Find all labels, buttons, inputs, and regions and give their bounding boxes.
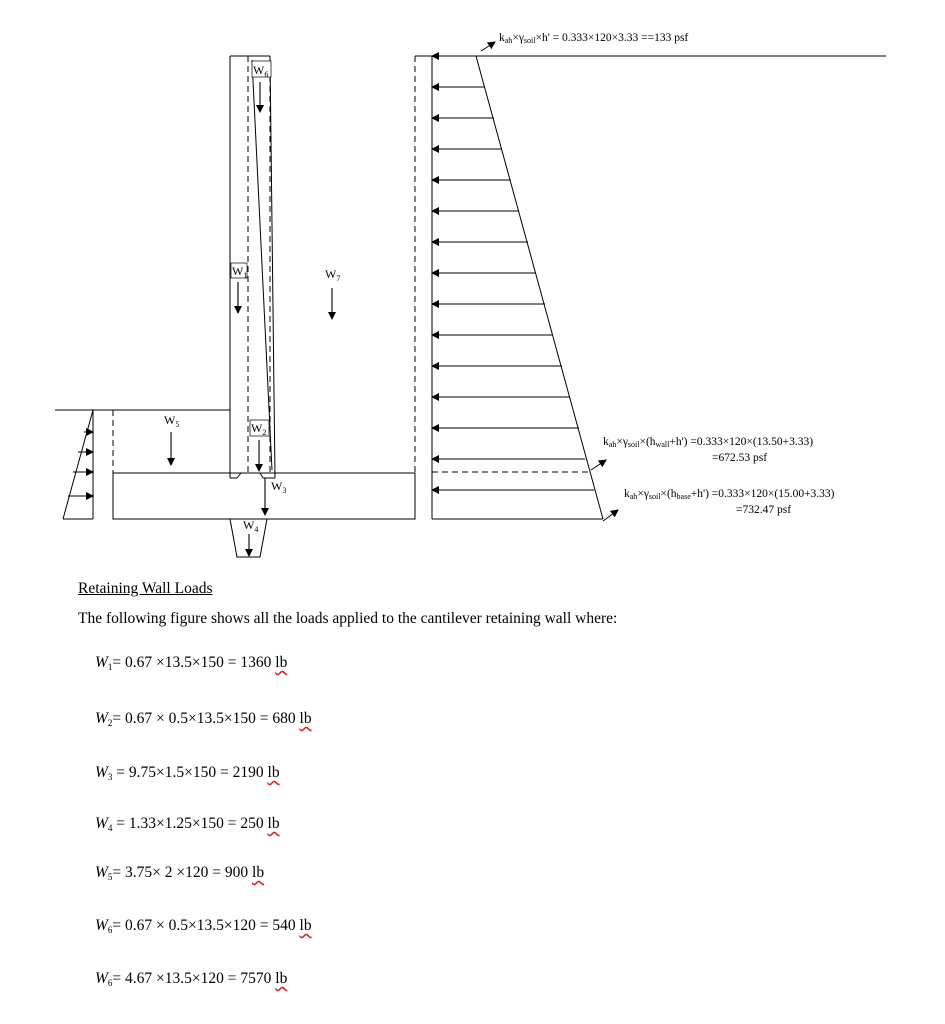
wall-footing: [113, 473, 415, 519]
top-pressure-annotation: kah×γsoil×h' = 0.333×120×3.33 ==133 psf: [499, 32, 689, 45]
base-pressure-value: =732.47 psf: [736, 504, 792, 516]
equation-w6: $W_6= 0.67 \times 0.5\times 13.5\times 120 = 540$ lb: [95, 917, 312, 935]
equation-w1: $W_1= 0.67 \times 13.5\times 150 = 1360$ lb: [95, 654, 288, 672]
label-w6: $W_6$: [253, 63, 269, 79]
equation-w3: $W_3 = 9.75\times 1.5\times 150 = 2190$ lb: [95, 764, 280, 782]
stem-taper-line: [252, 60, 272, 470]
label-w2: $W_2$: [251, 421, 267, 437]
intro-paragraph: The following figure shows all the loads applied to the cantilever retaining wall where:: [78, 610, 618, 627]
label-w7: $W_7$: [325, 267, 341, 283]
wall-pressure-annotation: kah×γsoil×(hwall+h') =0.333×120×(13.50+3.33): [603, 436, 814, 449]
equation-w2: $W_2= 0.67 \times 0.5\times 13.5\times 150 = 680$ lb: [95, 710, 312, 728]
section-heading: Retaining Wall Loads: [78, 580, 213, 597]
label-w1: $W_1$: [232, 264, 248, 280]
label-w3: $W_3$: [271, 479, 287, 495]
base-pressure-annotation: kah×γsoil×(hbase+h') =0.333×120×(15.00+3.33): [624, 488, 835, 501]
leader-arrows: [481, 42, 618, 521]
equation-w5: $W_5= 3.75\times 2 \times 120 = 900$ lb: [95, 864, 265, 882]
equation-w7: $W_6= 4.67 \times 13.5\times 120 = 7570$ lb: [95, 970, 288, 988]
passive-pressure: [63, 410, 93, 519]
active-pressure: [432, 56, 603, 519]
weight-arrows: [171, 82, 332, 556]
equation-w4: $W_4 = 1.33\times 1.25\times 150 = 250$ lb: [95, 815, 280, 833]
label-w5: $W_5$: [164, 413, 180, 429]
label-boxes: [231, 61, 271, 436]
wall-pressure-value: =672.53 psf: [712, 452, 768, 464]
label-w4: $W_4$: [243, 518, 259, 534]
